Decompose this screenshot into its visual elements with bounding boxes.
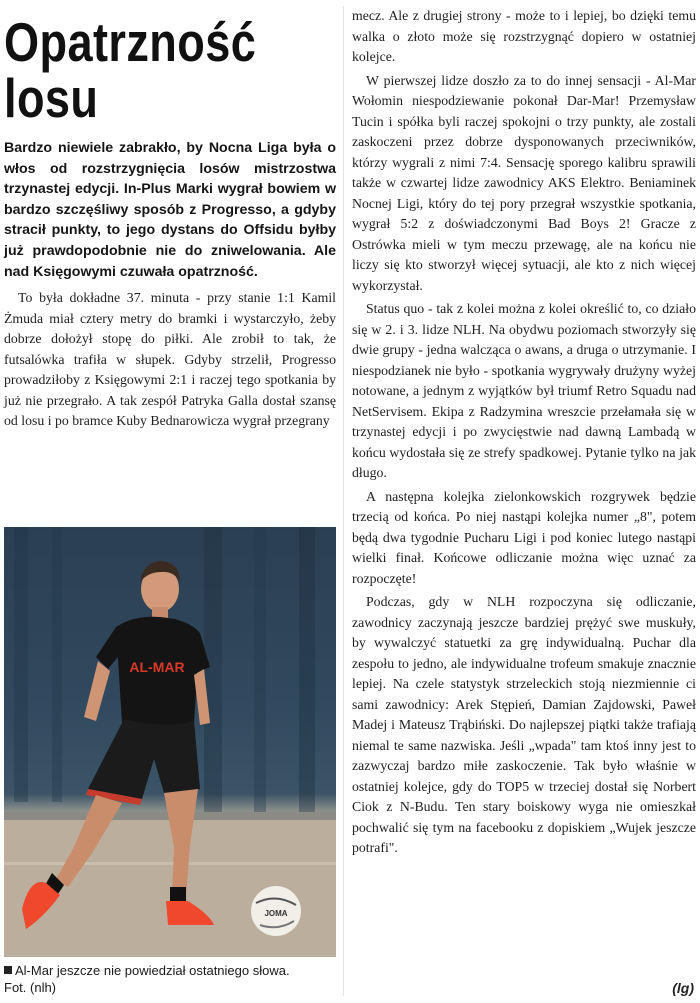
- column-divider: [343, 6, 344, 996]
- left-column: [4, 11, 336, 432]
- ball-text: JOMA: [264, 909, 288, 918]
- photo-credit: Fot. (nlh): [4, 980, 57, 995]
- body-paragraph-2: W pierwszej lidze doszło za to do innej sensacji - Al-Mar Wołomin niespodziewanie pokonał Dar-Mar! Przemysław Tucin i spółka byli raczej spokojni o trzy punkty, ale zostali zaskoczeni przez dobrze dysponowanych przeciwników, którzy wygrali z nimi 7:4. Sensację sporego kalibru sprawili także w czwartej lidze zawodnicy AKS Elektro. Beniaminek Nocnej Ligi, który do tej pory przegrał wszystkie spotkania, wygrał 5:2 z doświadczonymi Bad Boys 2! Gracze z Ostrówka mieli w tym meczu przewagę, ale na końcu nie liczy się kto stworzył więcej sytuacji, ale kto z nich więcej wykorzystał.: [352, 72, 696, 293]
- headline: [4, 11, 276, 129]
- caption-square-icon: [4, 966, 12, 974]
- body-paragraph-1: mecz. Ale z drugiej strony - może to i lepiej, bo dzięki temu walka o złoto może się rozstrzygnąć dopiero w ostatniej kolejce.: [352, 8, 696, 64]
- photo-caption: [4, 962, 336, 996]
- headline-line-2: losu: [4, 67, 99, 129]
- caption-text: Al-Mar jeszcze nie powiedział ostatniego słowa.: [15, 963, 290, 978]
- lead-paragraph: Bardzo niewiele zabrakło, by Nocna Liga była o włos od rozstrzygnięcia losów mistrzostwa trzynastej edycji. In-Plus Marki wygrał bowiem w bardzo szczęśliwy sposób z Progresso, a gdyby stracił punkty, to jego dystans do Offsidu byłby już prawdopodobnie nie do zniwelowania. Ale nad Księgowymi czuwała opatrzność.: [4, 140, 336, 280]
- article-photo: [4, 527, 336, 957]
- author-signature: (lg): [672, 980, 694, 996]
- headline-line-1: Opatrzność: [4, 11, 257, 73]
- body-paragraph-left: To była dokładne 37. minuta - przy stanie 1:1 Kamil Żmuda miał cztery metry do bramki i wystarczyło, żeby dobrze dołożył stopę do piłki. Ale zrobił to tak, że futsalówka trafiła w słupek. Gdyby strzelił, Progresso prowadziłoby z Księgowymi 2:1 i raczej tego spotkania by już nie przegrało. A tak zespół Patryka Galla dostał szansę od losu i po bramce Kuby Bednarowicza wygrał przegrany: [4, 290, 336, 429]
- body-paragraph-4: A następna kolejka zielonkowskich rozgrywek będzie trzecią od końca. Po niej nastąpi kolejka numer „8", potem będą dwa tygodnie Pucharu Ligi i pod koniec lutego nastąpi wielki finał. Końcowe odliczanie można więc uznać za rozpoczęte!: [352, 488, 696, 586]
- shirt-text: AL-MAR: [129, 659, 185, 675]
- body-paragraph-3: Status quo - tak z kolei można z kolei określić to, co działo się w 2. i 3. lidze NLH. Na obydwu poziomach stworzyły się dwie grupy - jedna walcząca o awans, a druga o utrzymanie. I niespodzianek nie było - spotkania wygrywały drużyny wyżej notowane, a jednym z wyjątków był triumf Retro Squadu nad NetServisem. Ekipa z Radzymina wreszcie przełamała się w trzynastej edycji i po zwycięstwie nad dawną Lambadą w końcu wydostała się ze strefy spadkowej. Pytanie tylko na jak długo.: [352, 301, 696, 480]
- right-column: [352, 6, 696, 862]
- player-illustration: [4, 527, 336, 957]
- body-paragraph-5: Podczas, gdy w NLH rozpoczyna się odliczanie, zawodnicy zaczynają jeszcze bardziej prężyć swe muskuły, by wywalczyć statuetki za grę indywidualną. Puchar dla zespołu to jedno, ale indywidualne trofeum smakuje znacznie lepiej. Na czele statystyk strzeleckich stoją niezmiennie ci sami zawodnicy: Arek Stępień, Damian Zajdowski, Paweł Madej i Mateusz Trąbiński. Do najlepszej piątki także trafiają niemal te same nazwiska. Jeśli „wpada" tam ktoś inny jest to zazwyczaj bardzo miłe zaskoczenie. Tak było właśnie w ostatniej kolejce, gdy do TOP5 w trzeciej dostał się Norbert Ciok z N-Budu. Ten stary boiskowy wyga nie omieszkał pochwalić się tym na facebooku z dopiskiem „Wujek jeszcze potrafi".: [352, 594, 696, 855]
